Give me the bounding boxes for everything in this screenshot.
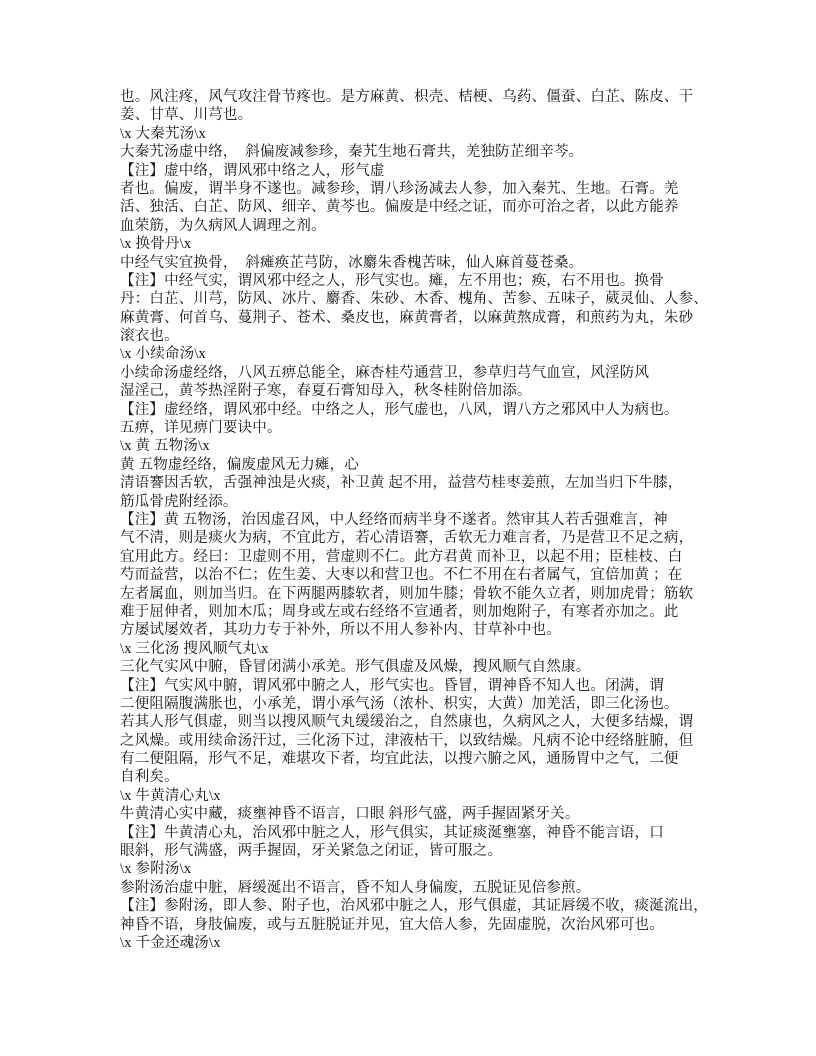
text-block — [120, 88, 730, 952]
text-line: 牛黄清心实中藏，痰壅神昏不语言，口眼 斜形气盛，两手握固紧牙关。 — [120, 806, 580, 823]
text-line: 气不清，则是痰火为病，不宜此方，若心清语謇，舌软无力难言者，乃是营卫不足之病， — [120, 530, 694, 547]
text-line: 滚衣也。 — [120, 328, 179, 345]
text-line: 黄 五物虚经络，偏废虚风无力瘫，心 — [120, 456, 360, 473]
text-line: \x 牛黄清心丸\x — [120, 787, 221, 804]
text-line: 者也。偏废，谓半身不遂也。减参珍，谓八珍汤减去人参，加入秦艽、生地。石膏。羌 — [120, 180, 679, 197]
text-line: \x 黄 五物汤\x — [120, 438, 210, 455]
text-line: 二便阻隔腹满胀也，小承羌，谓小承气汤（浓朴、枳实，大黄）加羌活，即三化汤也。 — [120, 695, 679, 712]
text-line: 大秦艽汤虚中络， 斜偏废减参珍，秦艽生地石膏共，羌独防芷细辛芩。 — [120, 144, 584, 161]
text-line: 血荣筋，为久病风人调理之剂。 — [120, 217, 326, 234]
text-line: 若其人形气俱虚，则当以搜风顺气丸缓缓治之，自然康也，久病风之人，大便多结燥，谓 — [120, 714, 694, 731]
text-line: 有二便阻隔，形气不足，难堪攻下者，均宜此法，以搜六腑之风，通肠胃中之气，二便 — [120, 751, 679, 768]
text-line: 也。风注疼，风气攻注骨节疼也。是方麻黄、枳壳、桔梗、乌药、僵蚕、白芷、陈皮、干 — [120, 89, 694, 105]
text-line: \x 三化汤 搜风顺气丸\x — [120, 640, 269, 657]
text-line: 活、独活、白芷、防风、细辛、黄芩也。偏废是中经之证，而亦可治之者，以此方能养 — [120, 199, 679, 216]
text-line: 麻黄膏、何首乌、蔓荆子、苍术、桑皮也，麻黄膏者，以麻黄熬成膏，和煎药为丸，朱砂 — [120, 309, 694, 326]
text-line: 【注】中经气实，谓风邪中经之人，形气实也。瘫，左不用也；痪，右不用也。换骨 — [120, 272, 664, 289]
text-line: 中经气实宜换骨， 斜瘫痪芷芎防，冰麝朱香槐苦味，仙人麻首蔓苍桑。 — [120, 254, 584, 271]
text-line: 方屡试屡效者，其功力专于补外，所以不用人参补内、甘草补中也。 — [120, 622, 561, 639]
text-line: \x 换骨丹\x — [120, 236, 192, 253]
text-line: 筋瓜骨虎附经添。 — [120, 493, 238, 510]
text-line: 三化气实风中腑，昏冒闭满小承羌。形气俱虚及风燥，搜风顺气自然康。 — [120, 659, 591, 676]
text-line: \x 千金还魂汤\x — [120, 934, 221, 951]
text-line: 参附汤治虚中脏，唇缓涎出不语言，昏不知人身偏废，五脱证见倍参煎。 — [120, 879, 591, 896]
text-line: 五痹，详见痹门要诀中。 — [120, 420, 282, 437]
text-line: 小续命汤虚经络，八风五痹总能全，麻杏桂芍通营卫，参草归芎气血宣，风淫防风 — [120, 364, 650, 381]
text-line: 之风燥。或用续命汤汗过，三化汤下过，津液枯干，以致结燥。凡病不论中经络脏腑，但 — [120, 732, 694, 749]
text-line: 神昏不语，身肢偏废，或与五脏脱证并见，宜大倍人参，先固虚脱，次治风邪可也。 — [120, 916, 664, 933]
text-line: 难于屈伸者，则加木瓜；周身或左或右经络不宣通者，则加炮附子，有寒者亦加之。此 — [120, 603, 679, 620]
text-line: \x 小续命汤\x — [120, 346, 206, 363]
text-line: 【注】参附汤，即人参、附子也，治风邪中脏之人，形气俱虚，其证唇缓不收，痰涎流出， — [120, 898, 708, 915]
text-line: \x 大秦艽汤\x — [120, 125, 206, 142]
text-line: 眼斜，形气满盛，两手握固，牙关紧急之闭证，皆可服之。 — [120, 843, 503, 860]
text-line: 【注】虚经络，谓风邪中经。中络之人，形气虚也，八风，谓八方之邪风中人为病也。 — [120, 401, 679, 418]
text-line: 清语謇因舌软，舌强神浊是火痰，补卫黄 起不用，益营芍桂枣姜煎，左加当归下牛膝， — [120, 475, 683, 492]
text-line: 【注】牛黄清心丸，治风邪中脏之人，形气俱实，其证痰涎壅塞，神昏不能言语，口 — [120, 824, 664, 841]
text-line: 自利矣。 — [120, 769, 179, 786]
text-line: 湿淫己，黄芩热淫附子寒，春夏石膏知母入，秋冬桂附倍加添。 — [120, 383, 532, 400]
text-line: 姜、甘草、川芎也。 — [120, 107, 253, 124]
text-line: 【注】气实风中腑，谓风邪中腑之人，形气实也。昏冒，谓神昏不知人也。闭满，谓 — [120, 677, 664, 694]
text-line: \x 参附汤\x — [120, 861, 192, 878]
text-line: 宜用此方。经曰：卫虚则不用，营虚则不仁。此方君黄 而补卫，以起不用；臣桂枝、白 — [120, 548, 683, 565]
text-line: 左者属血，则加当归。在下两腿两膝软者，则加牛膝；骨软不能久立者，则加虎骨；筋软 — [120, 585, 694, 602]
text-line: 【注】黄 五物汤，治因虚召风，中人经络而病半身不遂者。然审其人若舌强难言，神 — [120, 511, 668, 528]
text-line: 芍而益营，以治不仁；佐生姜、大枣以和营卫也。不仁不用在右者属气，宜倍加黄 ；在 — [120, 567, 683, 584]
text-line: 丹：白芷、川芎，防风、冰片、麝香、朱砂、木香、槐角、苦参、五味子，葳灵仙、人参、 — [120, 291, 708, 308]
text-line: 【注】虚中络，谓风邪中络之人，形气虚 — [120, 162, 385, 179]
